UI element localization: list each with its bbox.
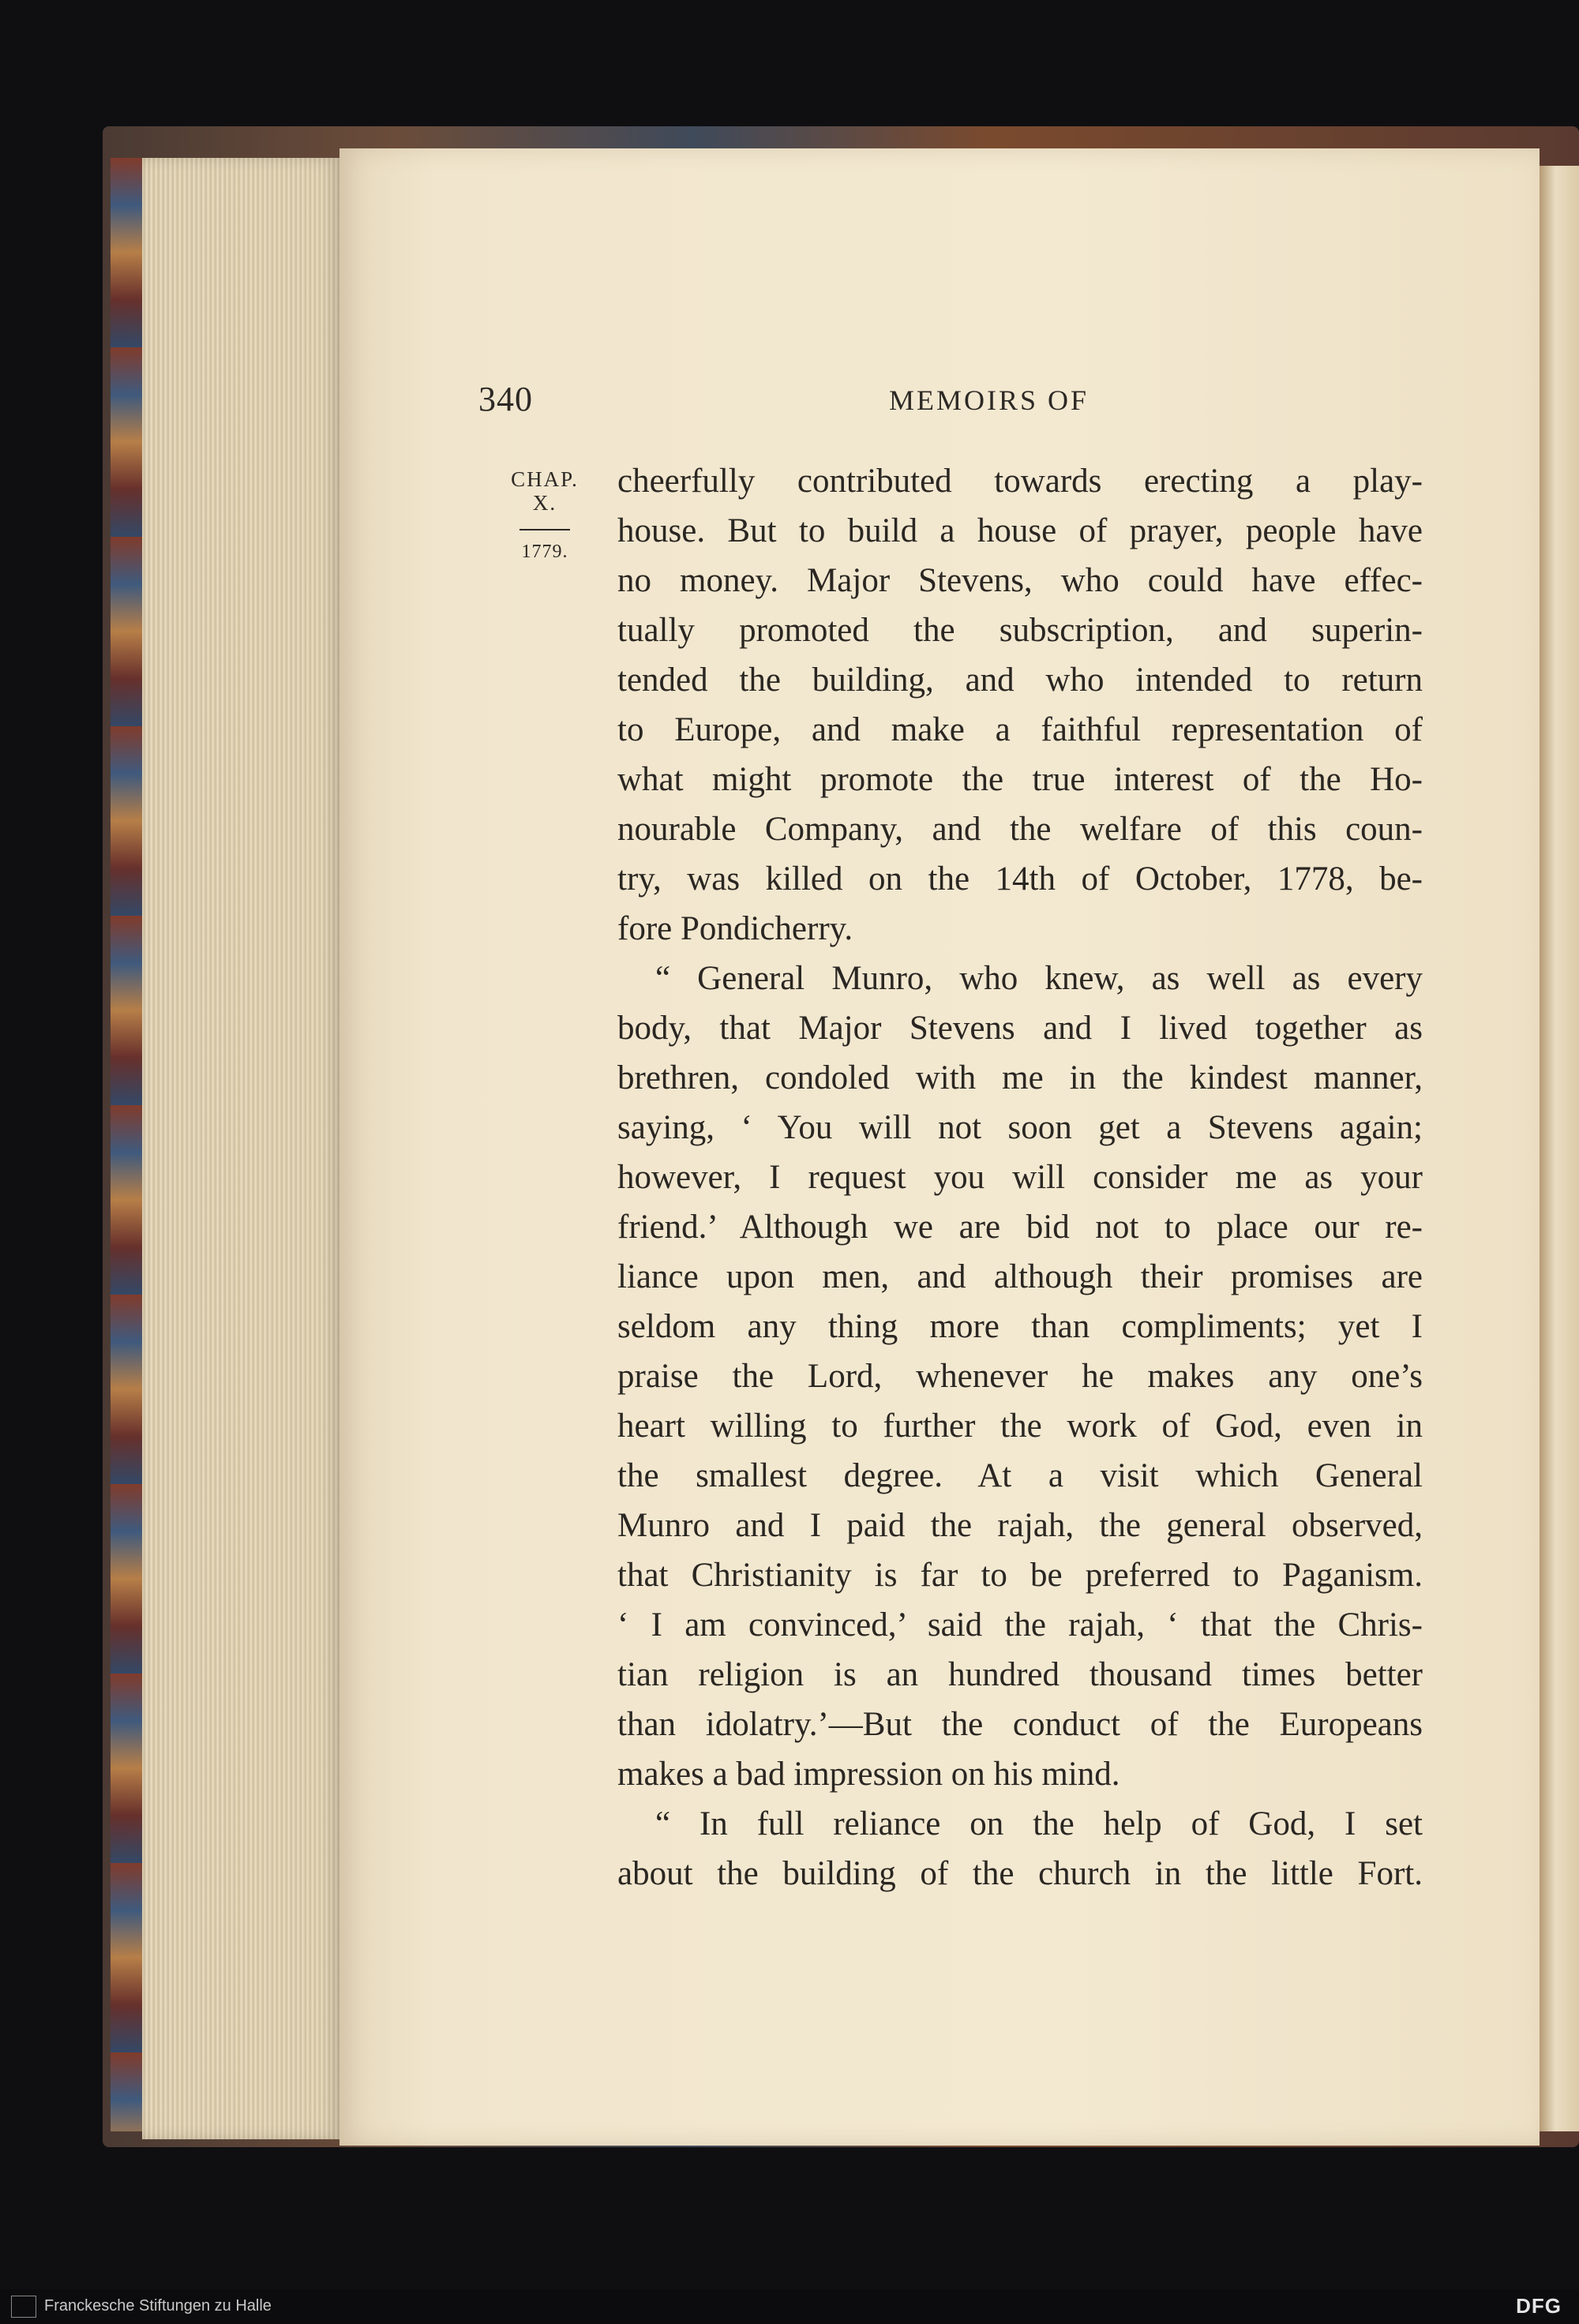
text-line: makes a bad impression on his mind. [617, 1756, 1120, 1793]
marginal-note [497, 467, 592, 563]
text-line: tually promoted the subscription, and superin- [617, 612, 1423, 649]
text-line: what might promote the true interest of the Ho- [617, 761, 1423, 798]
text-line: heart willing to further the work of God, even in [617, 1408, 1423, 1445]
text-line: tended the building, and who intended to return [617, 662, 1423, 699]
margin-rule [519, 529, 570, 530]
text-line: that Christianity is far to be preferred to Paganism. [617, 1557, 1423, 1594]
text-line: body, that Major Stevens and I lived together as [617, 1010, 1423, 1047]
facing-page-edge [1540, 166, 1579, 2131]
text-line: brethren, condoled with me in the kindest manner, [617, 1059, 1423, 1096]
text-line: about the building of the church in the little Fort. [617, 1855, 1423, 1892]
text-line: tian religion is an hundred thousand times better [617, 1656, 1423, 1693]
institution-logo-icon [11, 2296, 36, 2318]
text-line: however, I request you will consider me as your [617, 1159, 1423, 1196]
text-line: saying, ‘ You will not soon get a Stevens again; [617, 1109, 1423, 1146]
text-line: nourable Company, and the welfare of this coun- [617, 811, 1423, 848]
text-line: liance upon men, and although their promises are [617, 1258, 1423, 1295]
text-line: ‘ I am convinced,’ said the rajah, ‘ that the Chris- [617, 1606, 1423, 1644]
text-line: fore Pondicherry. [617, 910, 853, 947]
text-line: house. But to build a house of prayer, people have [617, 512, 1423, 549]
text-line: seldom any thing more than compliments; yet I [617, 1308, 1423, 1345]
text-line: try, was killed on the 14th of October, 1778, be- [617, 860, 1423, 898]
footer-bar [0, 2289, 1579, 2324]
text-line: praise the Lord, whenever he makes any one’s [617, 1358, 1423, 1395]
margin-chap-label: CHAP. [511, 467, 579, 491]
marbled-edge [111, 158, 142, 2131]
page-header [478, 379, 1426, 426]
text-line: “ In full reliance on the help of God, I set [655, 1805, 1423, 1842]
text-line: no money. Major Stevens, who could have effec- [617, 562, 1423, 599]
institution-name: Franckesche Stiftungen zu Halle [44, 2297, 272, 2315]
page-number: 340 [478, 380, 533, 418]
text-line: the smallest degree. At a visit which General [617, 1457, 1423, 1494]
text-line: than idolatry.’—But the conduct of the Europeans [617, 1706, 1423, 1743]
text-line: “ General Munro, who knew, as well as every [655, 960, 1423, 997]
body-text [617, 456, 1423, 1899]
margin-chap-number: X. [532, 491, 557, 515]
text-line: to Europe, and make a faithful representation of [617, 711, 1423, 748]
text-line: friend.’ Although we are bid not to place our re- [617, 1209, 1423, 1246]
text-line: cheerfully contributed towards erecting a play- [617, 463, 1423, 500]
dfg-logo: DFG [1516, 2294, 1562, 2318]
running-head: MEMOIRS OF [889, 384, 1090, 416]
text-line: Munro and I paid the rajah, the general observed, [617, 1507, 1423, 1544]
margin-year: 1779. [521, 542, 568, 562]
page-edges [142, 158, 339, 2139]
